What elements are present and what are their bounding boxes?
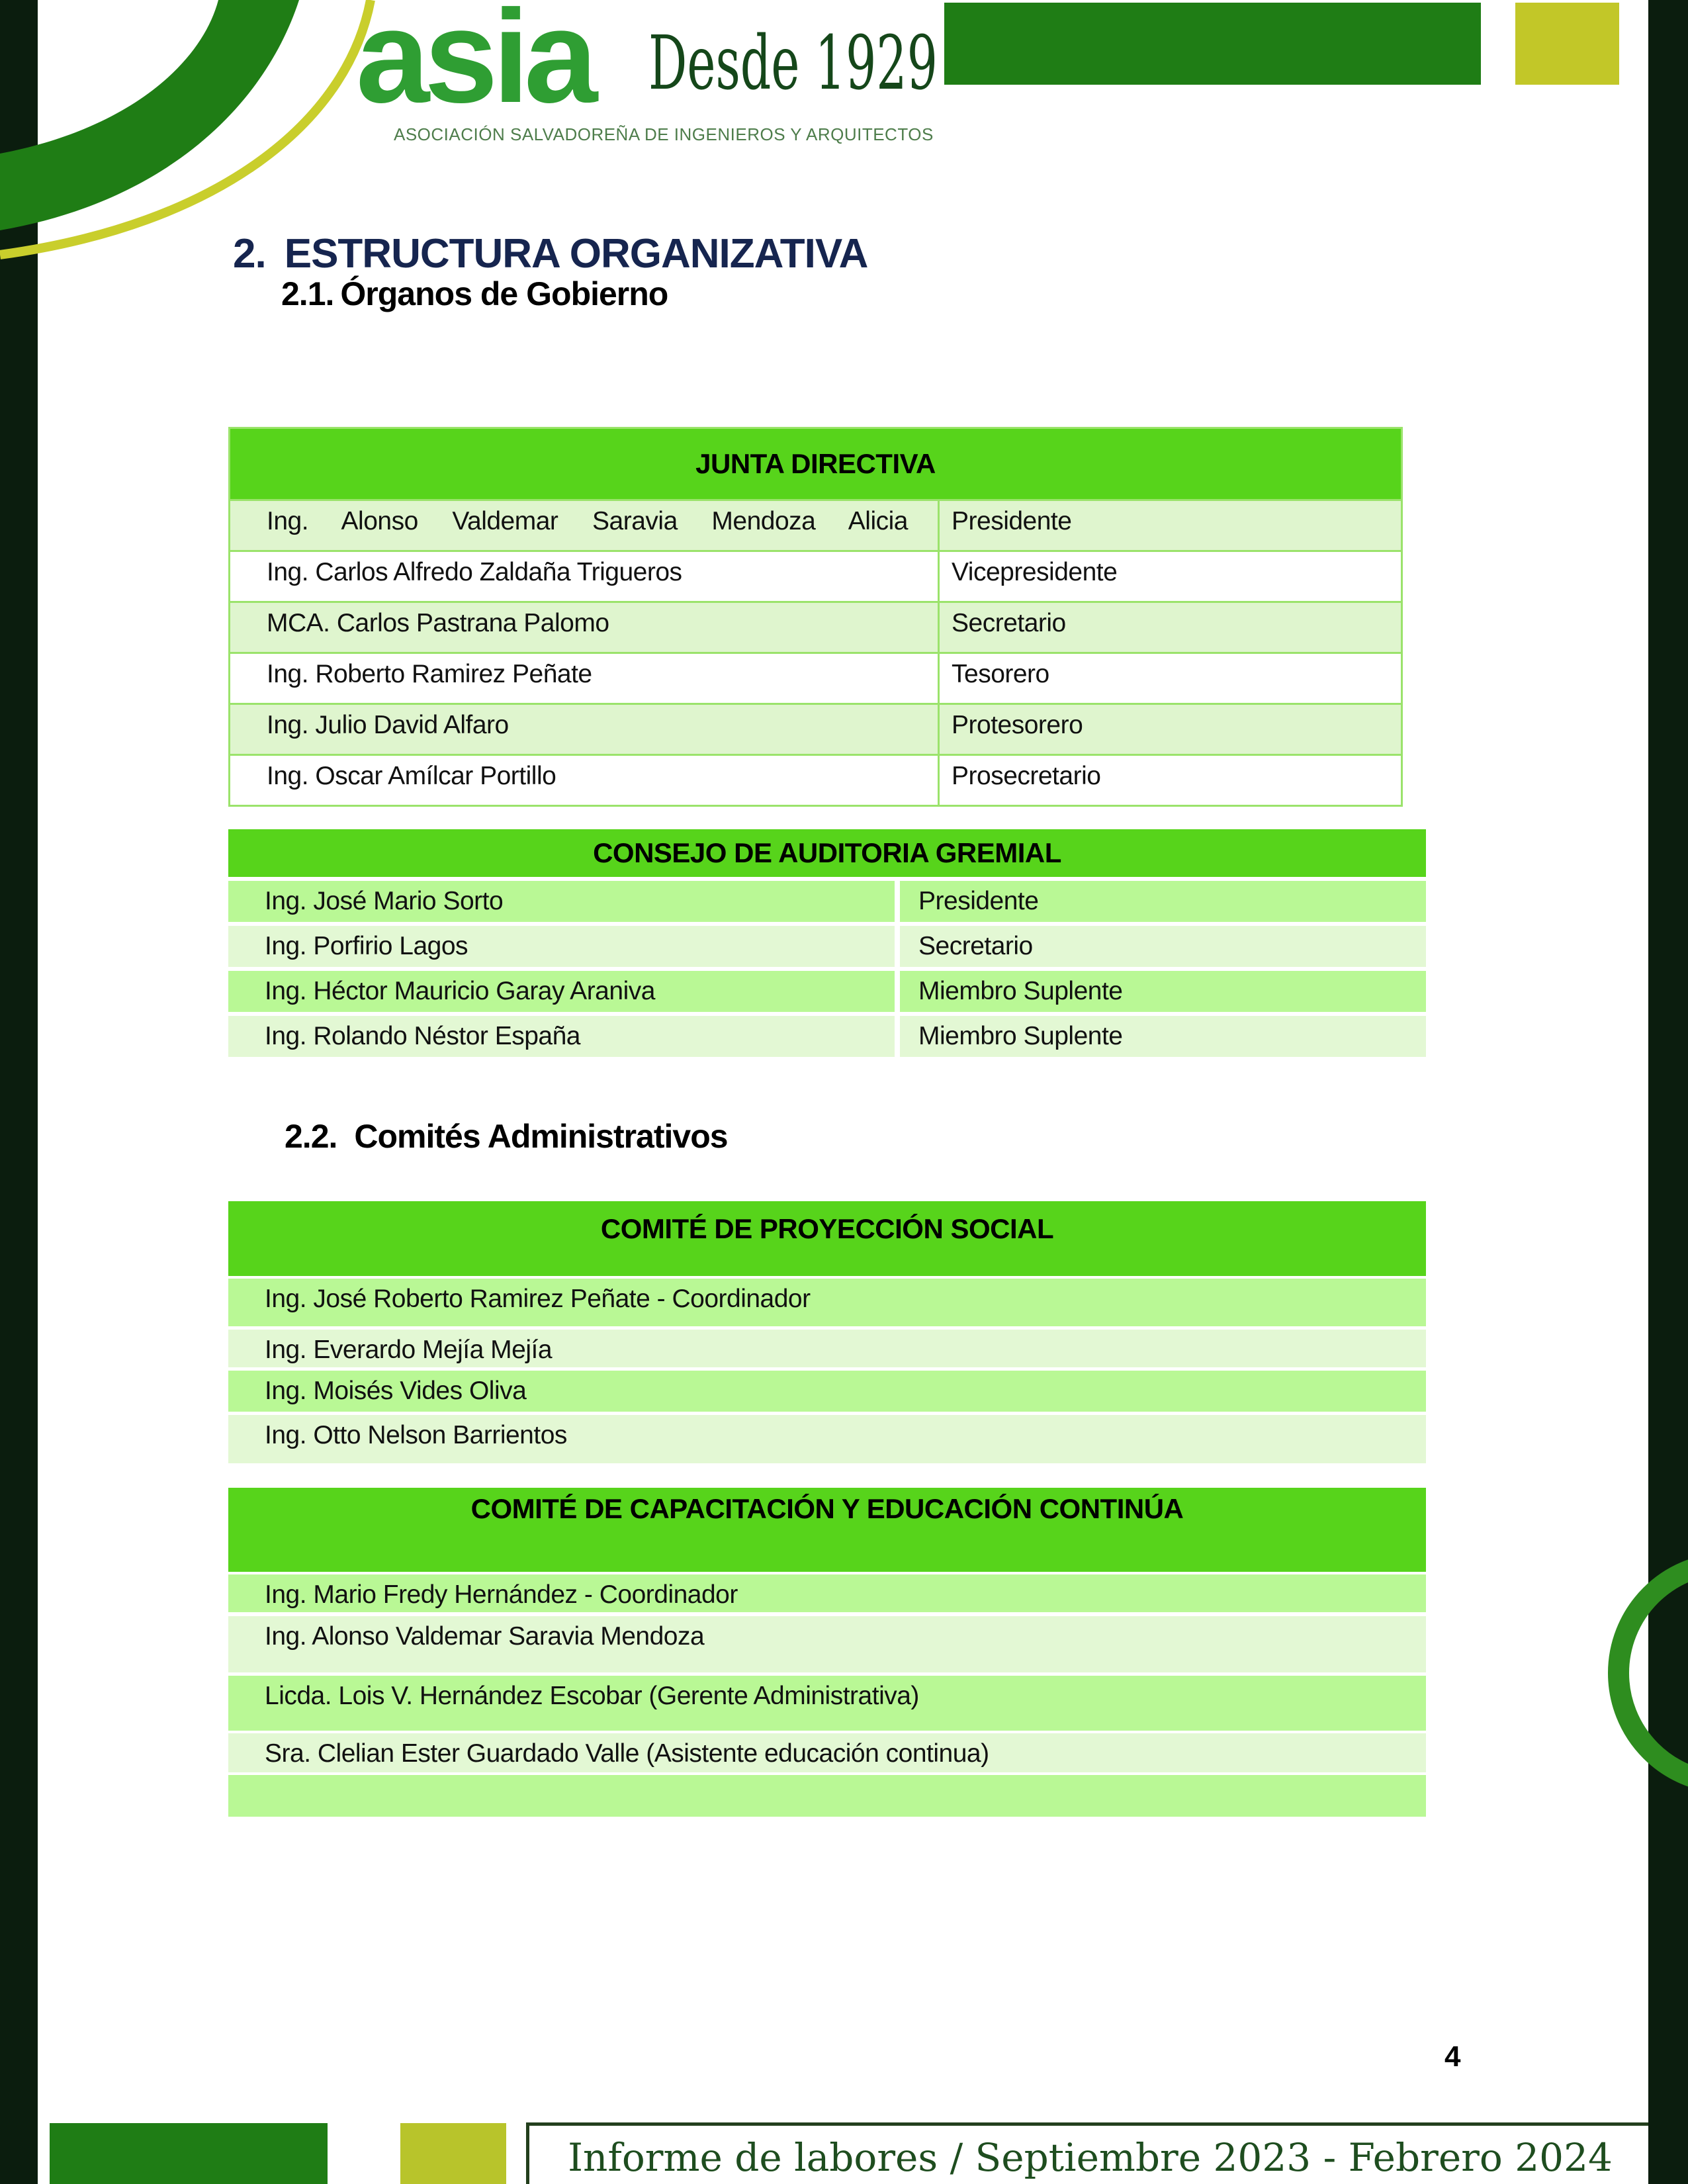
consejo-auditoria-table xyxy=(228,829,1426,1057)
subsection-title: Órganos de Gobierno xyxy=(340,275,668,312)
table-row: Ing. Otto Nelson Barrientos xyxy=(228,1415,1426,1463)
member-name-cell: Ing. Oscar Amílcar Portillo xyxy=(230,756,940,805)
table-row xyxy=(228,881,1426,922)
table-row: Ing. Everardo Mejía Mejía xyxy=(228,1330,1426,1367)
member-role-cell: Miembro Suplente xyxy=(900,971,1426,1012)
section-number: 2. xyxy=(233,231,266,277)
member-name-cell: MCA. Carlos Pastrana Palomo xyxy=(230,603,940,652)
table-title: CONSEJO DE AUDITORIA GREMIAL xyxy=(228,829,1426,877)
member-role-cell: Protesorero xyxy=(952,711,1083,739)
right-edge-bar xyxy=(1648,0,1688,2184)
subsection-heading-2-2 xyxy=(285,1117,728,1156)
member-role-cell: Presidente xyxy=(952,507,1072,535)
member-name-cell: Ing. Roberto Ramirez Peñate xyxy=(230,654,940,703)
member-name-cell: Ing. Julio David Alfaro xyxy=(230,705,940,754)
table-row xyxy=(230,550,1401,601)
subsection-number: 2.1. xyxy=(281,275,334,312)
member-role-cell: Prosecretario xyxy=(952,762,1101,790)
member-role-cell: Vicepresidente xyxy=(952,558,1118,586)
member-name-cell: Ing. Héctor Mauricio Garay Araniva xyxy=(228,971,895,1012)
table-row: Ing. Alonso Valdemar Saravia Mendoza xyxy=(228,1616,1426,1672)
page-number: 4 xyxy=(1444,2040,1461,2073)
member-name-cell: Ing. Porfirio Lagos xyxy=(228,926,895,967)
table-row xyxy=(228,1016,1426,1057)
logo-since: Desde 1929 xyxy=(648,21,938,107)
footer-yellow-band xyxy=(400,2123,506,2184)
table-row xyxy=(230,652,1401,703)
corner-swoosh-decoration xyxy=(0,0,463,331)
header-green-band xyxy=(944,3,1481,85)
table-row xyxy=(230,754,1401,805)
table-row xyxy=(230,601,1401,652)
header-yellow-band xyxy=(1515,3,1619,85)
footer-text: Informe de labores / Septiembre 2023 - Febrero 2024 xyxy=(568,2135,1613,2180)
member-role-cell: Secretario xyxy=(900,926,1426,967)
table-row xyxy=(228,926,1426,967)
junta-directiva-table xyxy=(228,427,1403,807)
footer-banner xyxy=(526,2122,1654,2184)
table-title: COMITÉ DE PROYECCIÓN SOCIAL xyxy=(228,1201,1426,1276)
corner-ring-decoration xyxy=(1588,1555,1688,1794)
member-name-cell: Ing. Carlos Alfredo Zaldaña Trigueros xyxy=(230,552,940,601)
comite-proyeccion-table xyxy=(228,1201,1426,1463)
table-row: Ing. Mario Fredy Hernández - Coordinador xyxy=(228,1574,1426,1612)
table-row xyxy=(228,1775,1426,1817)
green-ring-icon xyxy=(1619,1563,1688,1783)
member-name-cell: Ing. Alonso Valdemar Saravia Mendoza Alicia xyxy=(230,501,940,550)
table-row: Ing. Moisés Vides Oliva xyxy=(228,1371,1426,1412)
comite-capacitacion-table xyxy=(228,1488,1426,1817)
subsection-title: Comités Administrativos xyxy=(354,1118,728,1155)
table-row xyxy=(230,499,1401,550)
table-title: COMITÉ DE CAPACITACIÓN Y EDUCACIÓN CONTINÚA xyxy=(228,1488,1426,1572)
footer-green-band xyxy=(50,2123,328,2184)
member-name-cell: Ing. Rolando Néstor España xyxy=(228,1016,895,1057)
section-title: ESTRUCTURA ORGANIZATIVA xyxy=(284,231,868,277)
member-role-cell: Tesorero xyxy=(952,660,1049,688)
member-role-cell: Presidente xyxy=(900,881,1426,922)
table-row: Sra. Clelian Ester Guardado Valle (Asistente educación continua) xyxy=(228,1733,1426,1772)
table-row xyxy=(228,971,1426,1012)
member-role-cell: Secretario xyxy=(952,609,1066,637)
table-row: Ing. José Roberto Ramirez Peñate - Coordinador xyxy=(228,1279,1426,1326)
table-title: JUNTA DIRECTIVA xyxy=(230,429,1401,499)
member-name-cell: Ing. José Mario Sorto xyxy=(228,881,895,922)
green-swoosh-arc xyxy=(0,0,299,230)
member-role-cell: Miembro Suplente xyxy=(900,1016,1426,1057)
table-row: Licda. Lois V. Hernández Escobar (Gerente Administrativa) xyxy=(228,1676,1426,1731)
subsection-number: 2.2. xyxy=(285,1118,337,1155)
logo-brand: asia xyxy=(356,0,593,130)
table-row xyxy=(230,703,1401,754)
logo-tagline: ASOCIACIÓN SALVADOREÑA DE INGENIEROS Y ARQUITECTOS xyxy=(394,124,934,144)
